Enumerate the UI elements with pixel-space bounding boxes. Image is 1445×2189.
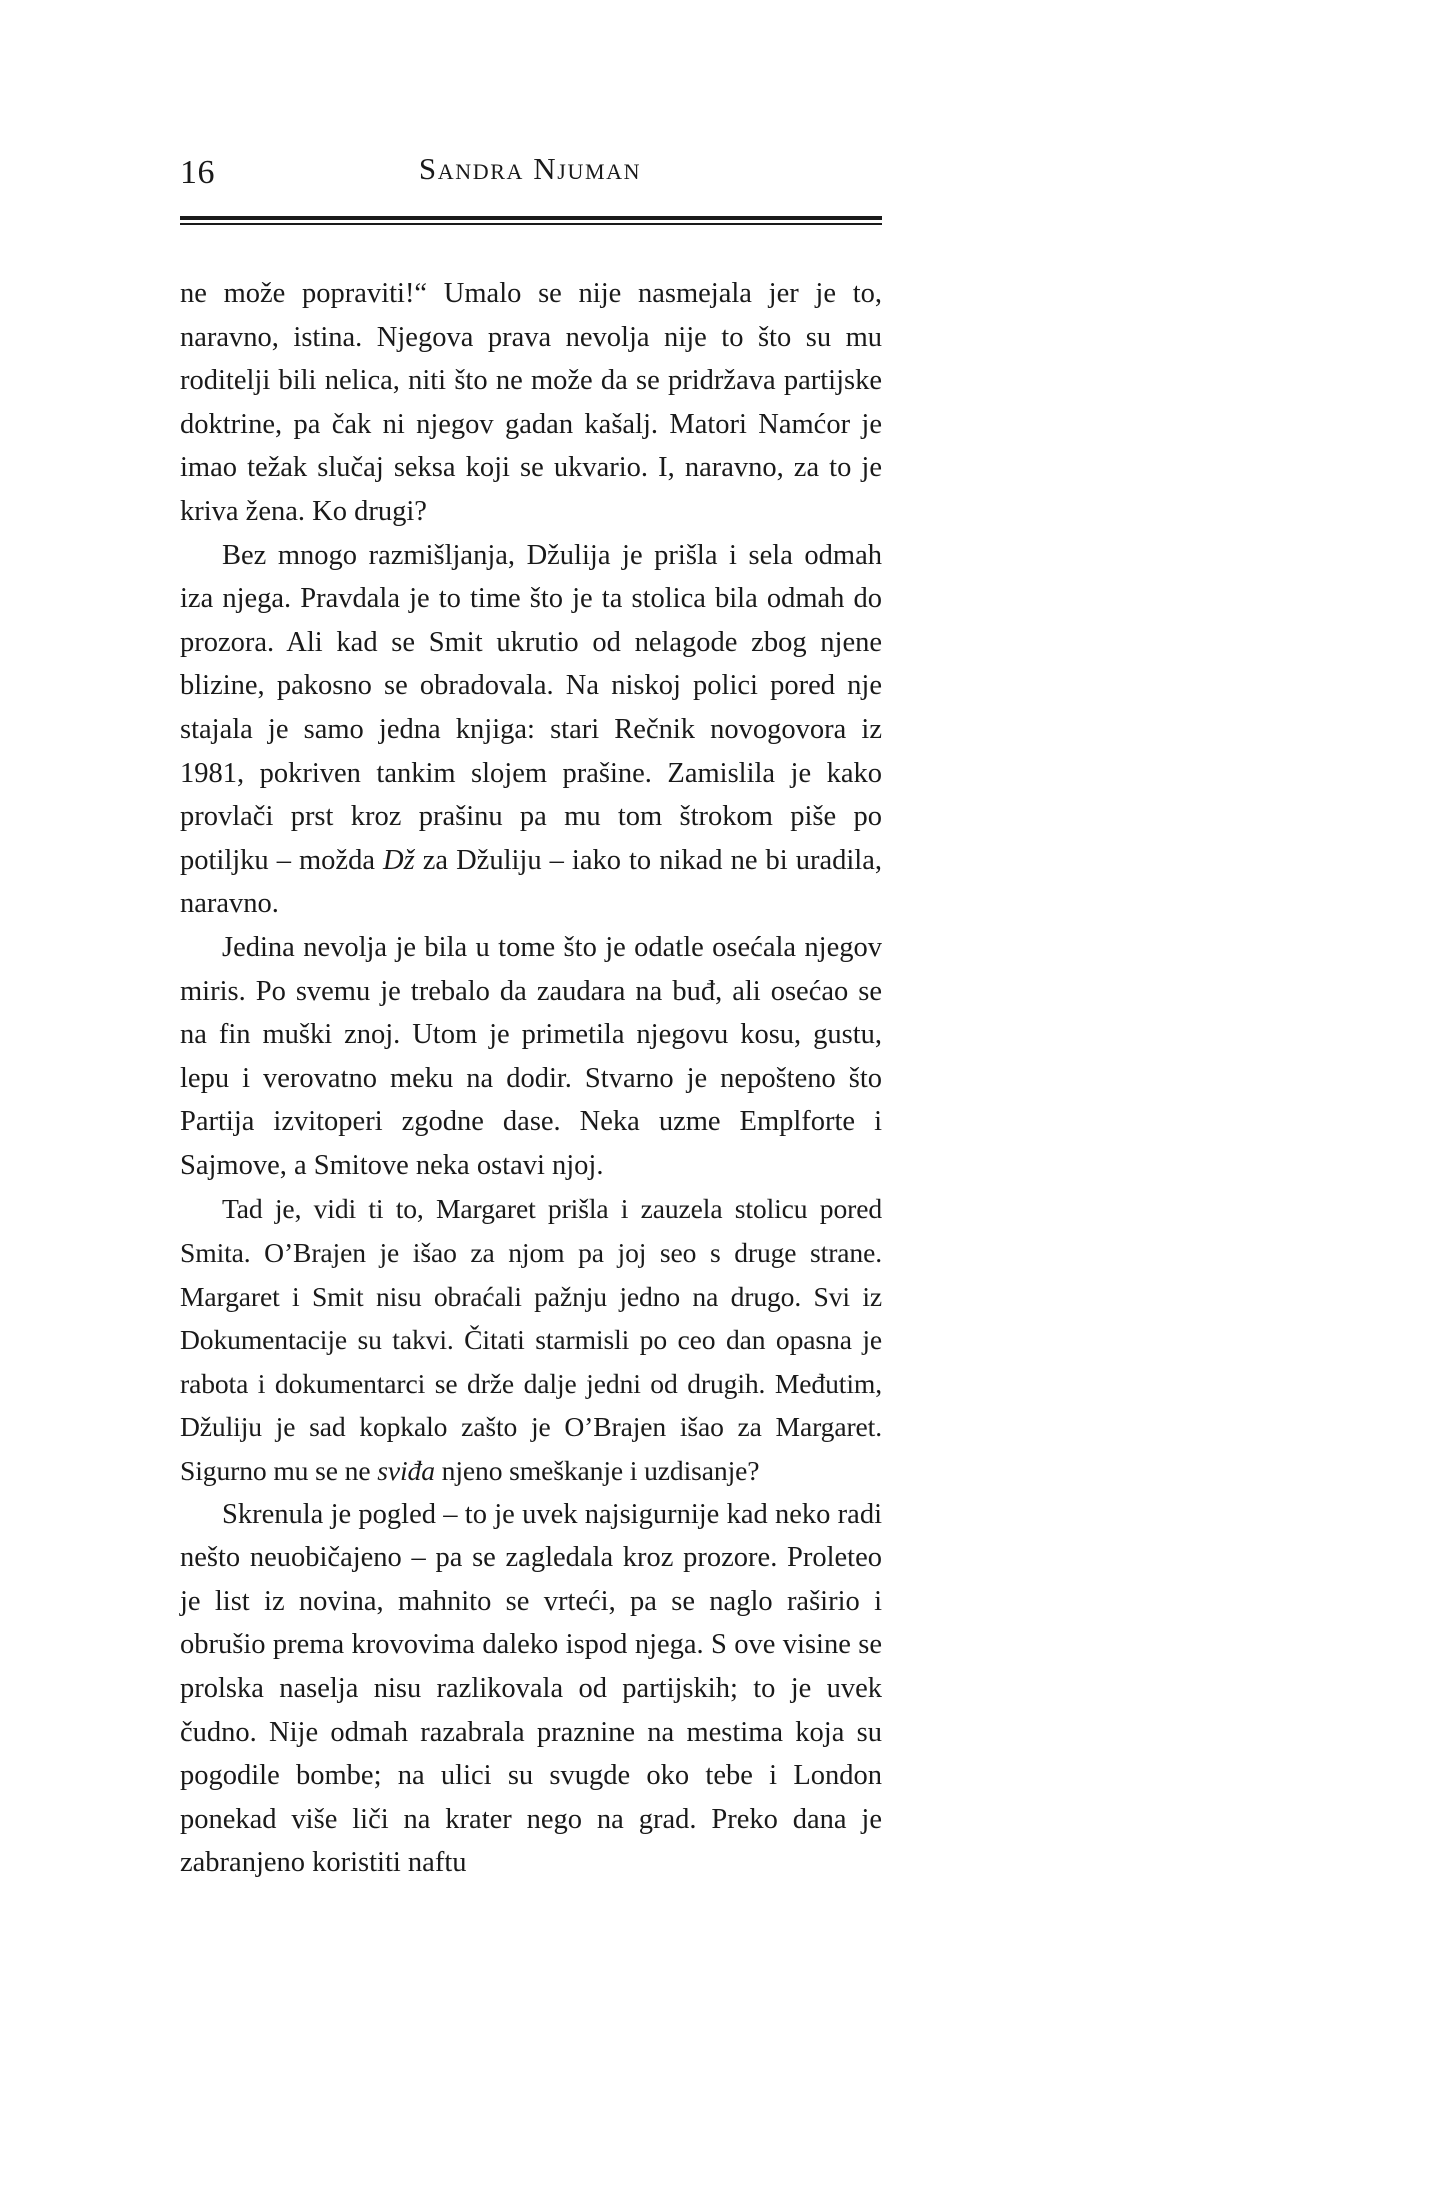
paragraph: Bez mnogo razmišljanja, Džulija je prišla i sela odmah iza njega. Pravdala je to time što je ta stolica bila odmah do prozora. Ali kad se Smit ukrutio od nelagode zbog njene blizine, pakosno se obradovala. Na niskoj polici pored nje stajala je samo jedna knjiga: stari Rečnik novogovora iz 1981, pokriven tankim slojem prašine. Zamislila je kako provlači prst kroz prašinu pa mu tom štrokom piše po potiljku – možda Dž za Džuliju – iako to nikad ne bi uradila, naravno.: [180, 539, 882, 920]
body-text-column: [180, 272, 882, 1885]
italic-emphasis: Dž: [383, 844, 415, 876]
paragraph: Jedina nevolja je bila u tome što je odatle osećala njegov miris. Po svemu je trebalo da zaudara na buđ, ali osećao se na fin muški znoj. Utom je primetila njegovu kosu, gustu, lepu i verovatno meku na dodir. Stvarno je nepošteno što Partija izvitoperi zgodne dase. Neka uzme Emplforte i Sajmove, a Smitove neka ostavi njoj.: [180, 931, 882, 1181]
italic-emphasis: sviđa: [377, 1455, 435, 1487]
paragraph: ne može popraviti!“ Umalo se nije nasmejala jer je to, naravno, istina. Njegova prava nevolja nije to što su mu roditelji bili nelica, niti što ne može da se pridržava partijske doktrine, pa čak ni njegov gadan kašalj. Matori Namćor je imao težak slučaj seksa koji se ukvario. I, naravno, za to je kriva žena. Ko drugi?: [180, 278, 882, 527]
running-head: [180, 150, 880, 210]
header-double-rule: [180, 216, 882, 225]
rule-thin-line: [180, 223, 882, 225]
page-number: 16: [180, 154, 215, 191]
paragraph: Skrenula je pogled – to je uvek najsigurnije kad neko radi nešto neuobičajeno – pa se zagledala kroz prozore. Proleteo je list iz novina, mahnito se vrteći, pa se naglo raširio i obrušio prema krovovima daleko ispod njega. S ove visine se prolska naselja nisu razlikovala od partijskih; to je uvek čudno. Nije odmah razabrala praznine na mestima koja su pogodile bombe; na ulici su svugde oko tebe i London ponekad više liči na krater nego na grad. Preko dana je zabranjeno koristiti naftu: [180, 1498, 882, 1879]
paragraph: Tad je, vidi ti to, Margaret prišla i zauzela stolicu pored Smita. O’Brajen je išao za njom pa joj seo s druge strane. Margaret i Smit nisu obraćali pažnju jedno na drugo. Svi iz Dokumentacije su takvi. Čitati starmisli po ceo dan opasna je rabota i dokumentarci se drže dalje jedni od drugih. Međutim, Džuliju je sad kopkalo zašto je O’Brajen išao za Margaret. Sigurno mu se ne sviđa njeno smeškanje i uzdisanje?: [180, 1193, 882, 1487]
running-title: Sandra Njuman: [418, 151, 642, 186]
